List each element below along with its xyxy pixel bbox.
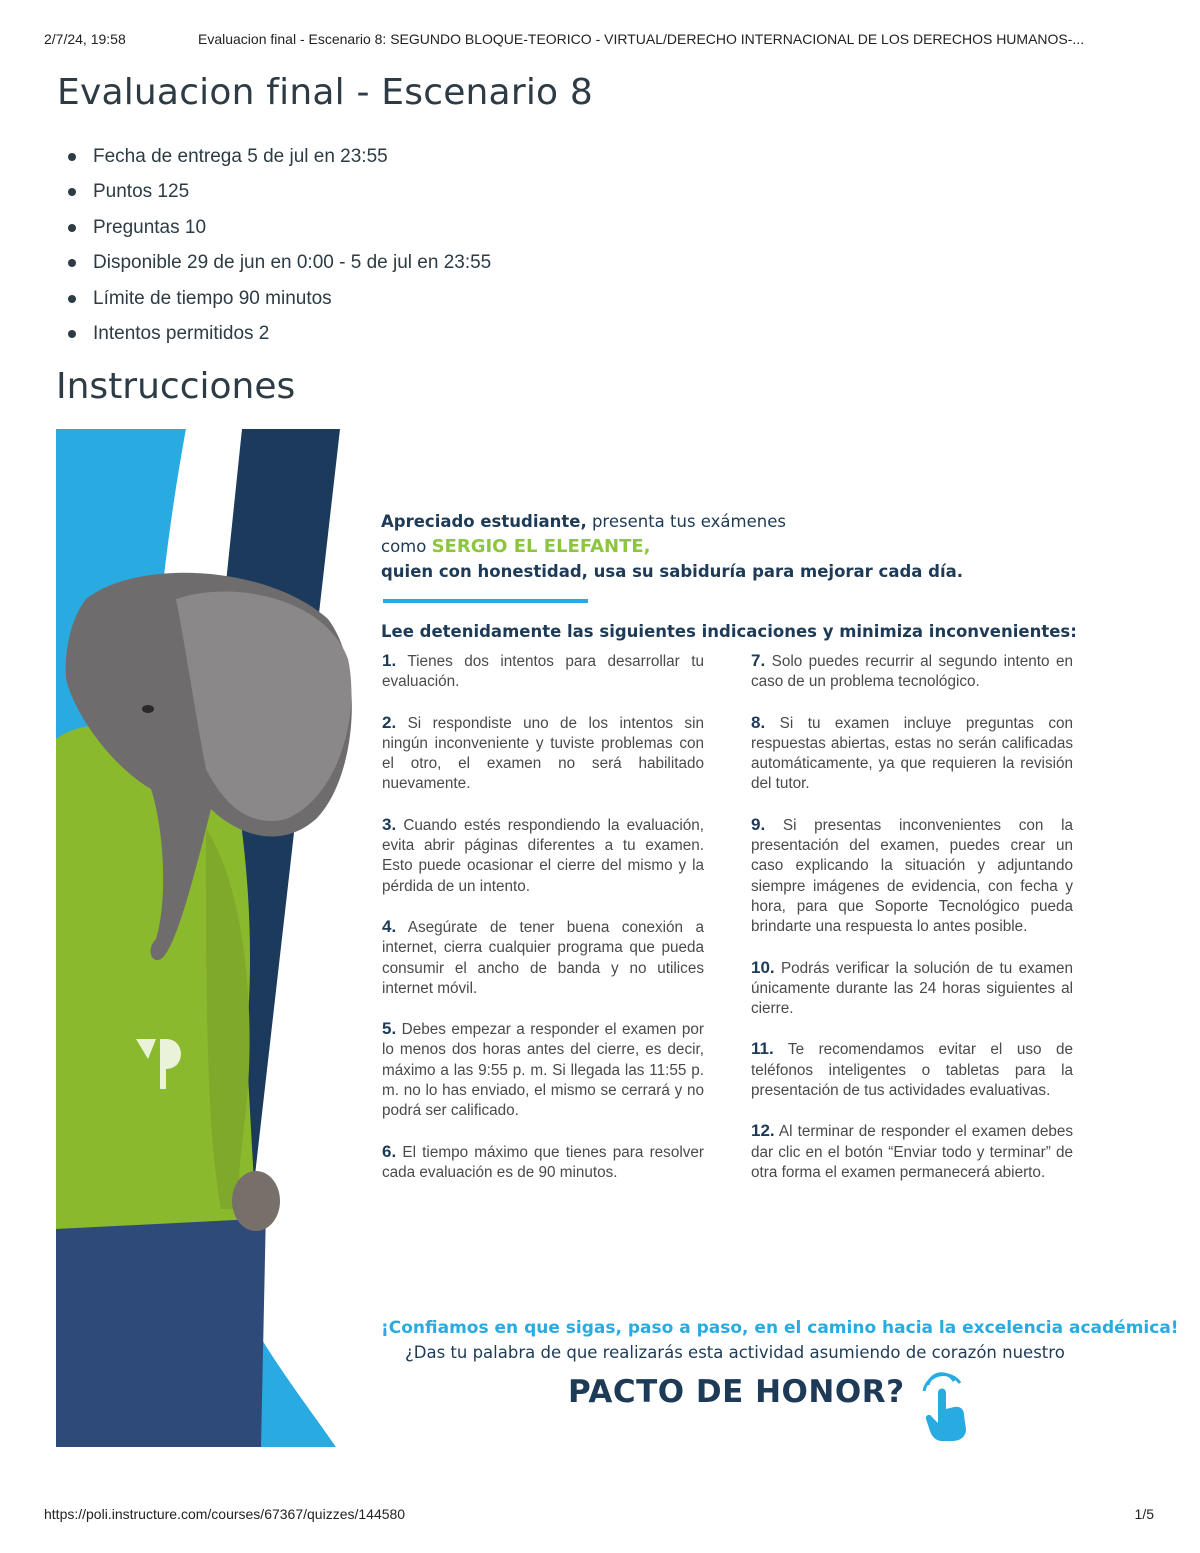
indication-text: Si respondiste uno de los intentos sin ningún inconveniente y tuviste problemas con el otro, el examen no será habilitado nuevamente. <box>382 714 704 793</box>
indication-text: Te recomendamos evitar el uso de teléfonos inteligentes o tabletas para la presentación de tus actividades evaluativas. <box>751 1041 1073 1100</box>
heading-line-1-rest: presenta tus exámenes <box>586 512 786 531</box>
indication-number: 5. <box>382 1019 397 1039</box>
indication-number: 2. <box>382 712 397 732</box>
quiz-detail-time-limit <box>60 284 491 319</box>
mascot-fist <box>232 1171 280 1231</box>
quiz-detail-text: Intentos permitidos 2 <box>93 322 270 344</box>
indication-item <box>382 1019 704 1121</box>
bullet-icon <box>68 224 76 232</box>
indication-item <box>382 917 704 999</box>
honor-pact-title: PACTO DE HONOR? <box>568 1374 905 1410</box>
indication-item <box>751 815 1073 938</box>
indication-number: 8. <box>751 712 766 732</box>
print-doc-title: Evaluacion final - Escenario 8: SEGUNDO BLOQUE-TEORICO - VIRTUAL/DERECHO INTERNACIONAL DE LOS DERECHOS HUMANOS-... <box>198 31 1085 47</box>
indication-item <box>751 1121 1073 1183</box>
print-page-number: 1/5 <box>1134 1506 1154 1522</box>
indication-number: 11. <box>751 1039 774 1059</box>
bullet-icon <box>68 153 76 161</box>
indication-number: 3. <box>382 814 397 834</box>
indications-title: Lee detenidamente las siguientes indicaciones y minimiza inconvenientes: <box>381 622 1077 641</box>
quiz-detail-text: Límite de tiempo 90 minutos <box>93 287 332 309</box>
indication-number: 1. <box>382 651 397 670</box>
mascot-legs <box>56 1209 266 1447</box>
indication-text: Al terminar de responder el examen debes dar clic en el botón “Enviar todo y terminar” de otra forma el examen permanecerá abierto. <box>751 1123 1073 1181</box>
indication-text: Si tu examen incluye preguntas con respuestas abiertas, estas no serán calificadas automáticamente, ya que requieren la revisión del tutor. <box>751 714 1073 793</box>
indication-number: 6. <box>382 1141 397 1161</box>
instructions-banner <box>56 429 1179 1447</box>
quiz-detail-text: Preguntas 10 <box>93 216 207 238</box>
indication-text: Solo puedes recurrir al segundo intento en caso de un problema tecnológico. <box>751 653 1073 691</box>
indications-column-right <box>751 651 1073 1203</box>
indication-text: Tienes dos intentos para desarrollar tu evaluación. <box>382 653 704 691</box>
heading-line-2 <box>381 534 1081 559</box>
indication-text: Asegúrate de tener buena conexión a internet, cierra cualquier programa que pueda consumir el ancho de banda y no utilices internet móvil. <box>382 918 704 997</box>
heading-line-1 <box>381 509 1081 534</box>
print-header <box>44 31 1164 51</box>
indication-item <box>382 1142 704 1184</box>
bullet-icon <box>68 330 76 338</box>
indication-number: 10. <box>751 957 775 977</box>
indication-text: Debes empezar a responder el examen por lo menos dos horas antes del cierre, es decir, máximo a las 9:55 p. m. Si llegada las 11:55 p. m. no lo has enviado, el mismo se cerrará y no podrá ser calificado. <box>382 1021 704 1120</box>
indication-item <box>382 713 704 795</box>
print-date: 2/7/24, 19:58 <box>44 31 126 47</box>
mascot-eye <box>142 705 154 713</box>
quiz-detail-text: Disponible 29 de jun en 0:00 - 5 de jul en 23:55 <box>93 252 492 274</box>
indication-text: Cuando estés respondiendo la evaluación, evita abrir páginas diferentes a tu examen. Esto puede ocasionar el cierre del mismo y la pérdida de un intento. <box>382 816 704 895</box>
quiz-detail-attempts <box>60 319 491 354</box>
indication-text: Si presentas inconvenientes con la presentación del examen, puedes crear un caso explicando la situación y adjuntando siempre imágenes de evidencia, con fecha y hora, para que Soporte Tecnológico pueda brindarte una respuesta lo antes posible. <box>751 816 1073 936</box>
quiz-detail-text: Puntos 125 <box>93 181 190 203</box>
indication-number: 9. <box>751 814 766 834</box>
bullet-icon <box>68 259 76 267</box>
elephant-mascot-illustration <box>56 569 356 1447</box>
quiz-details-list <box>60 142 491 354</box>
banner-footer-motto: ¡Confiamos en que sigas, paso a paso, en el camino hacia la excelencia académica! <box>381 1318 1179 1338</box>
heading-divider <box>383 599 588 603</box>
quiz-detail-available <box>60 248 491 283</box>
banner-heading <box>381 509 1081 584</box>
indication-number: 7. <box>751 651 766 670</box>
indication-item <box>382 815 704 897</box>
indications-column-left <box>382 651 704 1203</box>
pointing-hand-icon <box>920 1373 976 1443</box>
print-url: https://poli.instructure.com/courses/67367/quizzes/144580 <box>44 1506 406 1522</box>
bullet-icon <box>68 188 76 196</box>
indication-text: El tiempo máximo que tienes para resolver cada evaluación es de 90 minutos. <box>382 1143 704 1181</box>
indication-item <box>751 713 1073 795</box>
quiz-detail-text: Fecha de entrega 5 de jul en 23:55 <box>93 146 388 167</box>
indication-number: 4. <box>382 916 397 936</box>
indication-text: Podrás verificar la solución de tu examen únicamente durante las 24 horas siguientes al cierre. <box>751 959 1073 1018</box>
page-title: Evaluacion final - Escenario 8 <box>57 72 593 113</box>
heading-mascot-name: SERGIO EL ELEFANTE, <box>431 536 651 557</box>
quiz-detail-points <box>60 177 491 212</box>
bullet-icon <box>68 295 76 303</box>
heading-line-3: quien con honestidad, usa su sabiduría para mejorar cada día. <box>381 562 964 581</box>
indication-item <box>751 1039 1073 1101</box>
indication-item <box>751 651 1073 693</box>
indication-number: 12. <box>751 1121 775 1141</box>
quiz-detail-due <box>60 142 491 177</box>
banner-footer-question: ¿Das tu palabra de que realizarás esta actividad asumiendo de corazón nuestro <box>405 1343 1065 1362</box>
indication-item <box>382 651 704 693</box>
heading-line-2-pre: como <box>381 537 432 556</box>
heading-greeting: Apreciado estudiante, <box>381 512 587 531</box>
instructions-title: Instrucciones <box>56 366 296 407</box>
quiz-detail-questions <box>60 213 491 248</box>
indication-item <box>751 958 1073 1020</box>
